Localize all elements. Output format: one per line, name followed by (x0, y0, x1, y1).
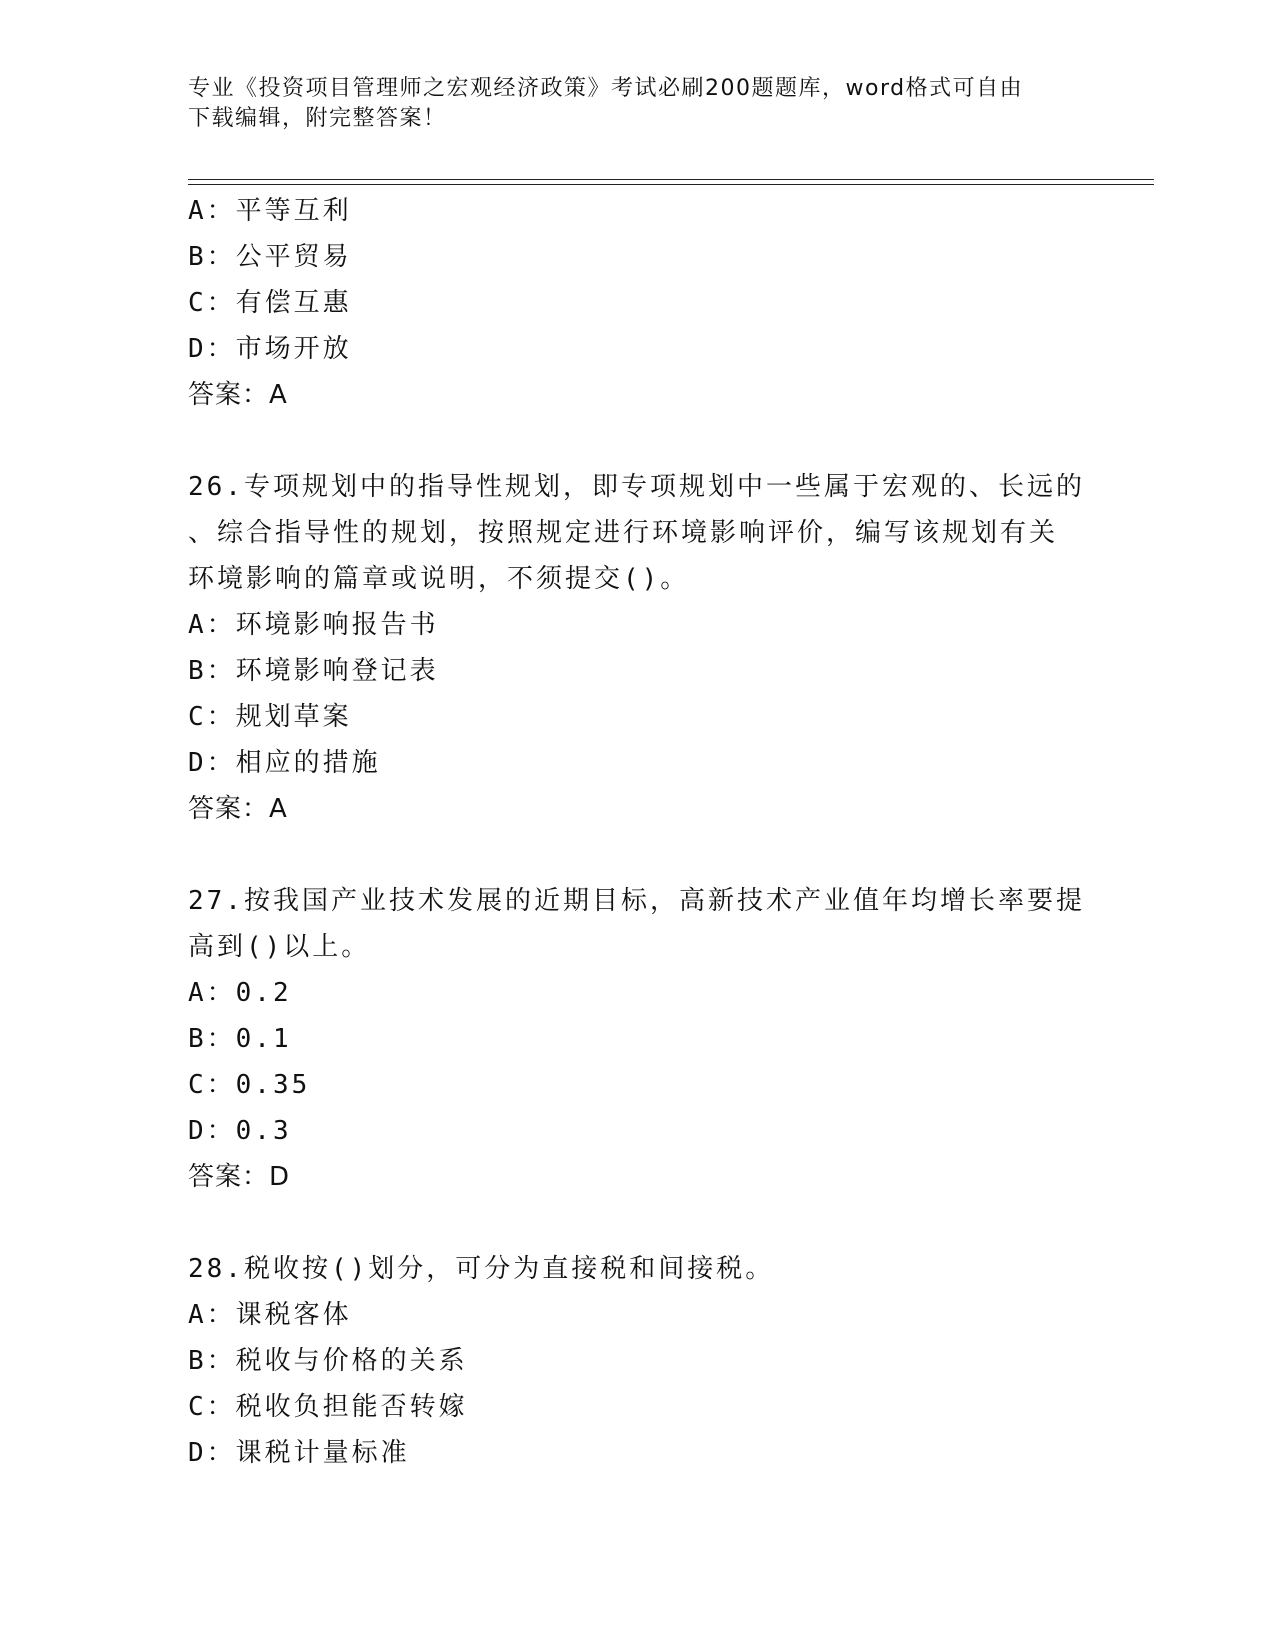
option-b: B：环境影响登记表 (188, 656, 439, 686)
option-c: C：规划草案 (188, 702, 352, 732)
spacer (188, 1200, 1088, 1246)
header-line-1: 专业《投资项目管理师之宏观经济政策》考试必刷200题题库，word格式可自由 (188, 76, 1024, 101)
header-divider-bottom (188, 184, 1154, 185)
answer-line: 答案：A (188, 380, 288, 410)
option-a: A：课税客体 (188, 1300, 352, 1330)
option-c: C：税收负担能否转嫁 (188, 1392, 468, 1422)
header-divider-top (188, 179, 1154, 180)
answer-line: 答案：D (188, 1162, 291, 1192)
question-text-line: 高到()以上。 (188, 932, 371, 962)
option-d: D：0.3 (188, 1116, 292, 1146)
option-d: D：市场开放 (188, 334, 352, 364)
option-d: D：相应的措施 (188, 748, 381, 778)
answer-line: 答案：A (188, 794, 288, 824)
spacer (188, 832, 1088, 878)
spacer (188, 418, 1088, 464)
question-26 (188, 464, 1088, 832)
question-text-line: 26.专项规划中的指导性规划，即专项规划中一些属于宏观的、长远的 (188, 472, 1085, 502)
question-text-line: 27.按我国产业技术发展的近期目标，高新技术产业值年均增长率要提 (188, 886, 1085, 916)
option-d: D：课税计量标准 (188, 1438, 410, 1468)
option-c: C：有偿互惠 (188, 288, 352, 318)
option-a: A：0.2 (188, 978, 292, 1008)
header-line-2: 下载编辑，附完整答案！ (188, 106, 447, 131)
option-b: B：0.1 (188, 1024, 292, 1054)
option-b: B：税收与价格的关系 (188, 1346, 468, 1376)
option-b: B：公平贸易 (188, 242, 352, 272)
question-27 (188, 878, 1088, 1200)
option-a: A：平等互利 (188, 196, 352, 226)
question-text-line: 28.税收按()划分，可分为直接税和间接税。 (188, 1254, 775, 1284)
question-list (188, 188, 1088, 1476)
document-header (188, 74, 1088, 134)
option-a: A：环境影响报告书 (188, 610, 439, 640)
question-text-line: 环境影响的篇章或说明，不须提交()。 (188, 564, 690, 594)
option-c: C：0.35 (188, 1070, 311, 1100)
question-28 (188, 1246, 1088, 1476)
question-25-continued (188, 188, 1088, 418)
question-text-line: 、综合指导性的规划，按照规定进行环境影响评价，编写该规划有关 (188, 518, 1059, 548)
